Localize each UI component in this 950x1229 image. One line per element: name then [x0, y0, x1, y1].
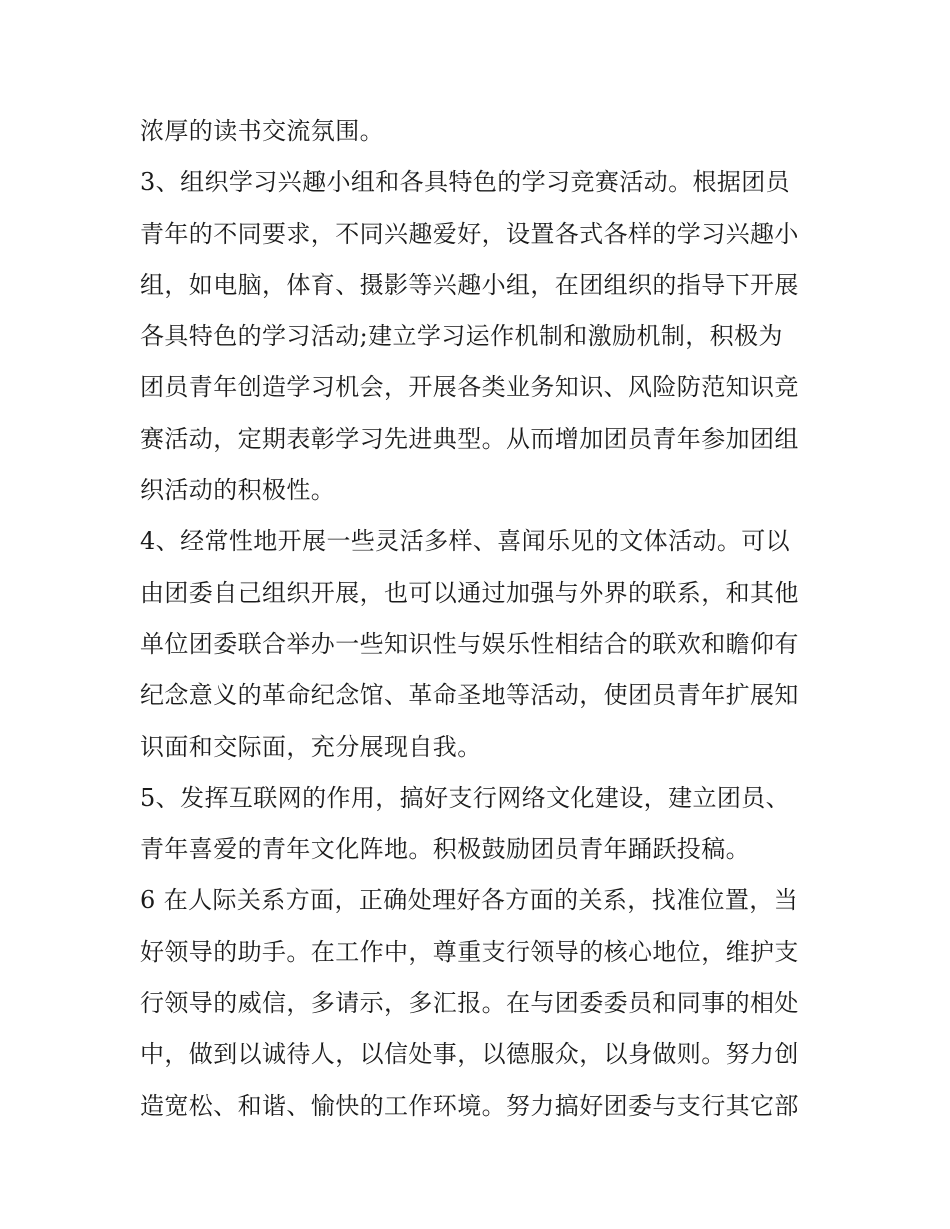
text-line: 6 在人际关系方面，正确处理好各方面的关系，找准位置，当: [140, 886, 799, 915]
text-line: 5、发挥互联网的作用，搞好支行网络文化建设，建立团员、: [140, 783, 791, 812]
text-line: 识面和交际面，充分展现自我。: [140, 732, 482, 761]
text-line: 好领导的助手。在工作中，尊重支行领导的核心地位，维护支: [140, 937, 799, 966]
text-line: 由团委自己组织开展，也可以通过加强与外界的联系，和其他: [140, 578, 799, 607]
text-line: 赛活动，定期表彰学习先进典型。从而增加团员青年参加团组: [140, 424, 799, 453]
text-line: 各具特色的学习活动;建立学习运作机制和激励机制，积极为: [140, 322, 783, 351]
text-line: 3、组织学习兴趣小组和各具特色的学习竞赛活动。根据团员: [140, 168, 791, 197]
text-line: 组，如电脑，体育、摄影等兴趣小组，在团组织的指导下开展: [140, 270, 799, 299]
text-line: 团员青年创造学习机会，开展各类业务知识、风险防范知识竞: [140, 373, 799, 402]
text-line: 织活动的积极性。: [140, 476, 336, 505]
text-line: 青年喜爱的青年文化阵地。积极鼓励团员青年踊跃投稿。: [140, 835, 750, 864]
text-line: 行领导的威信，多请示，多汇报。在与团委委员和同事的相处: [140, 989, 799, 1018]
text-line: 中，做到以诚待人，以信处事，以德服众，以身做则。努力创: [140, 1040, 799, 1069]
text-line: 青年的不同要求，不同兴趣爱好，设置各式各样的学习兴趣小: [140, 219, 799, 248]
text-line: 单位团委联合举办一些知识性与娱乐性相结合的联欢和瞻仰有: [140, 629, 799, 658]
text-line: 纪念意义的革命纪念馆、革命圣地等活动，使团员青年扩展知: [140, 681, 799, 710]
text-line: 浓厚的读书交流氛围。: [140, 117, 384, 145]
document-body: [140, 106, 820, 1132]
text-line: 造宽松、和谐、愉快的工作环境。努力搞好团委与支行其它部: [140, 1091, 799, 1120]
text-line: 4、经常性地开展一些灵活多样、喜闻乐见的文体活动。可以: [140, 527, 791, 556]
